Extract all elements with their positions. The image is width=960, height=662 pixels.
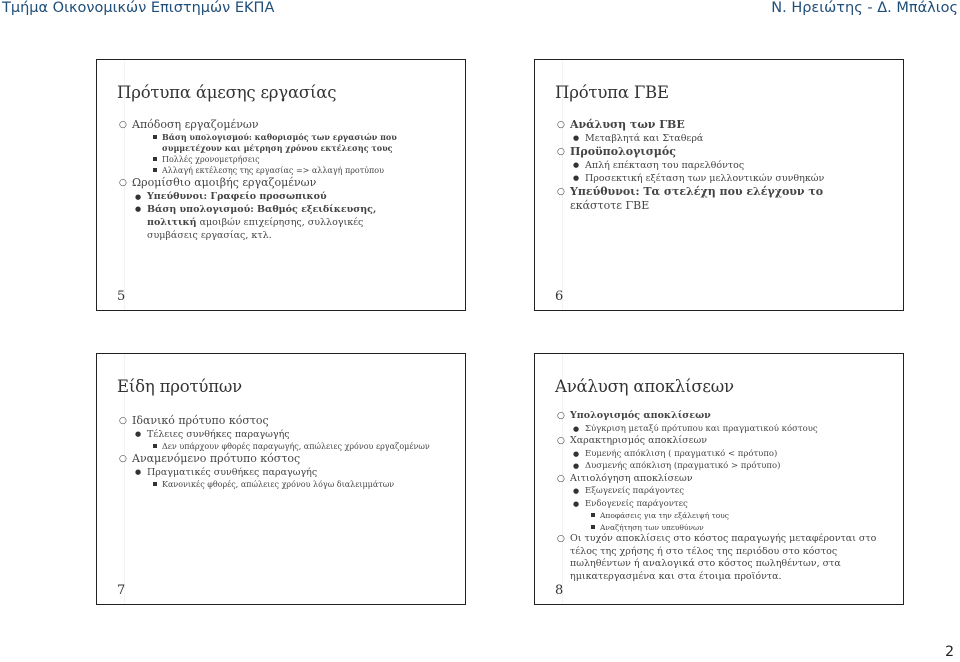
page-number: 2	[945, 644, 954, 660]
bullet-item	[557, 185, 895, 213]
bullet-item: Δεν υπάρχουν φθορές παραγωγής, απώλειες χρόνου εργαζομένων	[119, 441, 457, 452]
bullet-item: ○ Χαρακτηρισμός αποκλίσεων	[557, 435, 895, 448]
bullet-item: ● Τέλειες συνθήκες παραγωγής	[119, 428, 457, 441]
bullet-item: ○ Αναμενόμενο πρότυπο κόστος	[119, 452, 457, 466]
bullet-item: ● Μεταβλητά και Σταθερά	[557, 132, 895, 145]
bullet-item: Αναζήτηση των υπευθύνων	[557, 522, 895, 534]
bullet-rest-text: εκάστοτε ΓΒΕ	[570, 199, 650, 212]
slide-8	[534, 353, 904, 605]
bullet-rest-text: αμοιβών επιχείρησης, συλλογικές συμβάσεις εργασίας, κτλ.	[147, 217, 364, 241]
bullet-item: ○ Ανάλυση των ΓΒΕ	[557, 118, 895, 132]
bullet-item: ○ Προϋπολογισμός	[557, 145, 895, 159]
bullet-item: ○ Υπολογισμός αποκλίσεων	[557, 410, 895, 423]
bullet-item: ● Προσεκτική εξέταση των μελλοντικών συνθηκών	[557, 172, 895, 185]
bullet-item: ● Δυσμενής απόκλιση (πραγματικό > πρότυπο)	[557, 460, 895, 473]
bullet-item: Αποφάσεις για την εξάλειψή τους	[557, 510, 895, 522]
bullet-item: Αλλαγή εκτέλεσης της εργασίας => αλλαγή προτύπου	[119, 165, 457, 176]
bullet-item: Κανονικές φθορές, απώλειες χρόνου λόγω διαλειμμάτων	[119, 479, 457, 490]
bullet-bold-text: Βάση υπολογισμού: Βαθμός εξειδίκευσης, πολιτική	[147, 204, 377, 228]
bullet-item: ● Απλή επέκταση του παρελθόντος	[557, 159, 895, 172]
document-header-right: Ν. Ηρειώτης - Δ. Μπάλιος	[771, 0, 958, 16]
slide-title: Ανάλυση αποκλίσεων	[555, 377, 734, 396]
document-header-left: Τμήμα Οικονομικών Επιστημών ΕΚΠΑ	[2, 0, 275, 16]
slide-bullet-list	[557, 410, 895, 583]
slide-number: 6	[555, 289, 564, 304]
slide-number: 5	[117, 289, 126, 304]
slide-bullet-list	[557, 118, 895, 213]
slide-5	[96, 59, 466, 311]
slide-6	[534, 59, 904, 311]
slide-number: 7	[117, 583, 126, 598]
slide-7	[96, 353, 466, 605]
bullet-item: ● Ευμενής απόκλιση ( πραγματικό < πρότυπο)	[557, 448, 895, 461]
bullet-item: ● Εξωγενείς παράγοντες	[557, 485, 895, 498]
slide-bullet-list	[119, 414, 457, 490]
slide-bullet-list	[119, 118, 457, 242]
slide-title: Πρότυπα άμεσης εργασίας	[117, 83, 337, 102]
bullet-item	[119, 203, 457, 242]
bullet-item: Βάση υπολογισμού: καθορισμός των εργασιών που συμμετέχουν και μέτρηση χρόνου εκτέλεσης τους	[119, 132, 457, 154]
bullet-item: ● Ενδογενείς παράγοντες	[557, 498, 895, 511]
bullet-bold-text: Υπεύθυνοι: Τα στελέχη που ελέγχουν το	[570, 185, 824, 198]
bullet-item: ● Υπεύθυνοι: Γραφείο προσωπικού	[119, 190, 457, 203]
bullet-item: ○ Ιδανικό πρότυπο κόστος	[119, 414, 457, 428]
bullet-item: ○ Ωρομίσθιο αμοιβής εργαζομένων	[119, 176, 457, 190]
bullet-item: ● Σύγκριση μεταξύ πρότυπου και πραγματικού κόστους	[557, 423, 895, 436]
bullet-item: ○ Απόδοση εργαζομένων	[119, 118, 457, 132]
slide-number: 8	[555, 583, 564, 598]
bullet-item: Πολλές χρονομετρήσεις	[119, 154, 457, 165]
slide-title: Πρότυπα ΓΒΕ	[555, 83, 669, 102]
slide-title: Είδη προτύπων	[117, 377, 242, 396]
bullet-item: ○ Αιτιολόγηση αποκλίσεων	[557, 473, 895, 486]
bullet-item: ● Πραγματικές συνθήκες παραγωγής	[119, 466, 457, 479]
bullet-item: ○ Οι τυχόν αποκλίσεις στο κόστος παραγωγής μεταφέρονται στο τέλος της χρήσης ή στο τέλος της περιόδου στο κόστος πωληθέντων ή αναλογικά στο κόστος πωληθέντων, στα ημικατεργασμένα και στα έτοιμα προϊόντα.	[557, 533, 895, 583]
